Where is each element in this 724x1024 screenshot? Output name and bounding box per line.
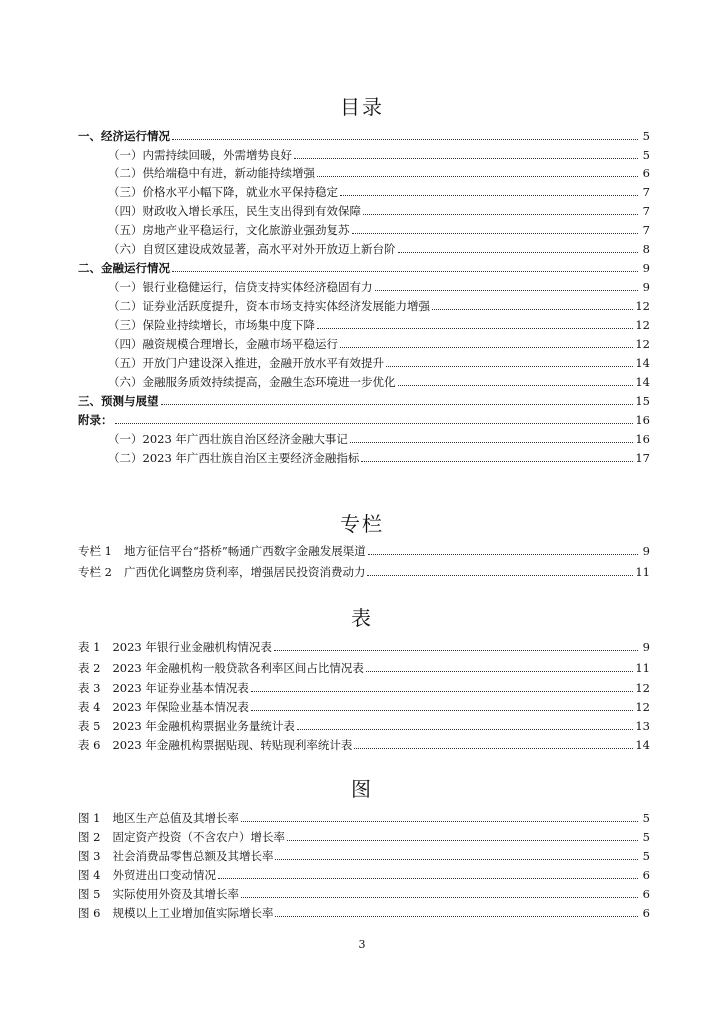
toc-entry-text: （二）证券业活跃度提升，资本市场支持实体经济发展能力增强 (108, 299, 430, 313)
dot-leader (317, 327, 633, 329)
toc-entry-page: 7 (642, 223, 650, 237)
column-entry[interactable] (78, 563, 650, 581)
dot-leader (241, 896, 638, 898)
dot-leader (275, 858, 638, 860)
table-entry-text: 2023 年金融机构票据业务量统计表 (112, 719, 295, 733)
figure-entry-text: 固定资产投资（不含农户）增长率 (112, 830, 285, 844)
dot-leader (274, 649, 638, 651)
toc-entry-page: 9 (642, 261, 650, 275)
toc-entry-text: （三）保险业持续增长，市场集中度下降 (108, 318, 315, 332)
dot-leader (172, 138, 638, 140)
toc-entry[interactable] (78, 392, 650, 410)
toc-entry[interactable] (108, 335, 650, 353)
dot-leader (317, 175, 638, 177)
figure-entry[interactable] (78, 809, 650, 827)
figure-entry-text: 实际使用外资及其增长率 (112, 887, 239, 901)
toc-entry-page: 5 (642, 148, 650, 162)
toc-entry-page: 12 (635, 299, 650, 313)
toc-entry-text: （二）2023 年广西壮族自治区主要经济金融指标 (108, 451, 360, 465)
table-entry[interactable] (78, 659, 650, 677)
toc-entry[interactable] (78, 127, 650, 145)
toc-entry[interactable] (108, 373, 650, 391)
toc-entry-text: （五）房地产业平稳运行，文化旅游业强劲复苏 (108, 223, 350, 237)
table-entry[interactable] (78, 638, 650, 656)
toc-entry[interactable] (108, 164, 650, 182)
dot-leader (350, 441, 633, 443)
dot-leader (398, 384, 634, 386)
table-entry-page: 14 (635, 738, 650, 752)
figure-entry-page: 5 (642, 849, 650, 863)
dot-leader (386, 365, 633, 367)
figure-entry-label: 图 1 (78, 811, 101, 825)
toc-entry[interactable] (78, 259, 650, 277)
toc-entry-text: 一、经济运行情况 (78, 129, 170, 143)
column-entry[interactable] (78, 542, 650, 560)
figure-entry-label: 图 3 (78, 849, 101, 863)
toc-entry-text: （六）金融服务质效持续提高，金融生态环境进一步优化 (108, 375, 396, 389)
figure-entry-page: 6 (642, 906, 650, 920)
table-entry-text: 2023 年金融机构一般贷款各利率区间占比情况表 (112, 661, 364, 675)
toc-entry-page: 16 (635, 413, 650, 427)
dot-leader (368, 553, 638, 555)
toc-entry[interactable] (108, 183, 650, 201)
dot-leader (161, 403, 634, 405)
toc-entry[interactable] (78, 411, 650, 429)
table-entry-page: 13 (635, 719, 650, 733)
figure-entry-page: 5 (642, 811, 650, 825)
dot-leader (297, 728, 633, 730)
toc-entry-text: （六）自贸区建设成效显著，高水平对外开放迈上新台阶 (108, 242, 396, 256)
toc-entry-text: （一）2023 年广西壮族自治区经济金融大事记 (108, 432, 348, 446)
column-entry-page: 9 (642, 544, 650, 558)
toc-entry-page: 14 (635, 356, 650, 370)
column-entry-label: 专栏 2 (78, 565, 112, 579)
table-entry-page: 9 (642, 640, 650, 654)
figure-entry[interactable] (78, 904, 650, 922)
column-entry-page: 11 (635, 565, 650, 579)
dot-leader (287, 839, 638, 841)
toc-entry-text: （五）开放门户建设深入推进，金融开放水平有效提升 (108, 356, 384, 370)
figure-entry[interactable] (78, 866, 650, 884)
toc-entry-text: （四）融资规模合理增长，金融市场平稳运行 (108, 337, 338, 351)
toc-entry[interactable] (108, 146, 650, 164)
dot-leader (340, 346, 633, 348)
toc-entry-text: 三、预测与展望 (78, 394, 159, 408)
table-entry[interactable] (78, 717, 650, 735)
dot-leader (218, 877, 638, 879)
figure-entry[interactable] (78, 828, 650, 846)
figure-entry-label: 图 6 (78, 906, 101, 920)
dot-leader (354, 747, 633, 749)
toc-entry-text: （四）财政收入增长承压，民生支出得到有效保障 (108, 204, 361, 218)
table-entry[interactable] (78, 679, 650, 697)
figure-entry-text: 规模以上工业增加值实际增长率 (112, 906, 274, 920)
toc-entry-page: 15 (635, 394, 650, 408)
table-entry-label: 表 4 (78, 700, 101, 714)
dot-leader (367, 574, 633, 576)
toc-entry-page: 17 (635, 451, 650, 465)
table-entry-page: 12 (635, 681, 650, 695)
dot-leader (361, 460, 633, 462)
figure-entry-text: 外贸进出口变动情况 (112, 868, 216, 882)
dot-leader (398, 251, 639, 253)
toc-entry-page: 5 (642, 129, 650, 143)
figure-entry-label: 图 4 (78, 868, 101, 882)
table-entry[interactable] (78, 698, 650, 716)
toc-entry-page: 7 (642, 204, 650, 218)
figure-entry-page: 6 (642, 868, 650, 882)
toc-entry-text: （三）价格水平小幅下降，就业水平保持稳定 (108, 185, 338, 199)
figure-entry[interactable] (78, 885, 650, 903)
dot-leader (432, 308, 633, 310)
toc-entry[interactable] (108, 297, 650, 315)
toc-entry-text: （一）内需持续回暖，外需增势良好 (108, 148, 292, 162)
table-entry[interactable] (78, 736, 650, 754)
table-entry-label: 表 2 (78, 661, 101, 675)
tables-heading: 表 (351, 606, 373, 630)
figure-entry-page: 6 (642, 887, 650, 901)
toc-entry-page: 6 (642, 166, 650, 180)
toc-entry[interactable] (108, 240, 650, 258)
table-entry-page: 12 (635, 700, 650, 714)
dot-leader (251, 690, 633, 692)
figure-entry-text: 社会消费品零售总额及其增长率 (112, 849, 274, 863)
toc-entry[interactable] (108, 221, 650, 239)
toc-entry[interactable] (108, 316, 650, 334)
toc-heading: 目录 (340, 95, 384, 119)
table-entry-text: 2023 年保险业基本情况表 (112, 700, 249, 714)
table-entry-text: 2023 年金融机构票据贴现、转贴现利率统计表 (112, 738, 353, 752)
toc-entry-page: 9 (642, 280, 650, 294)
column-entry-text: 广西优化调整房贷利率，增强居民投资消费动力 (123, 565, 366, 579)
toc-entry[interactable] (108, 354, 650, 372)
table-entry-text: 2023 年证券业基本情况表 (112, 681, 249, 695)
toc-entry-page: 7 (642, 185, 650, 199)
figure-entry-label: 图 2 (78, 830, 101, 844)
dot-leader (294, 157, 638, 159)
table-entry-text: 2023 年银行业金融机构情况表 (112, 640, 272, 654)
toc-entry-text: 二、金融运行情况 (78, 261, 170, 275)
figure-entry-text: 地区生产总值及其增长率 (112, 811, 239, 825)
table-entry-label: 表 5 (78, 719, 101, 733)
dot-leader (251, 709, 633, 711)
figures-heading: 图 (351, 777, 373, 801)
figure-entry[interactable] (78, 847, 650, 865)
dot-leader (115, 422, 634, 424)
toc-entry-page: 12 (635, 337, 650, 351)
dot-leader (340, 194, 638, 196)
column-entry-label: 专栏 1 (78, 544, 112, 558)
toc-entry[interactable] (108, 202, 650, 220)
column-entry-text: 地方征信平台“搭桥”畅通广西数字金融发展渠道 (123, 544, 366, 558)
toc-entry-page: 16 (635, 432, 650, 446)
figure-entry-label: 图 5 (78, 887, 101, 901)
toc-entry-text: 附录： (78, 413, 113, 427)
table-entry-page: 11 (635, 661, 650, 675)
table-entry-label: 表 1 (78, 640, 101, 654)
table-entry-label: 表 3 (78, 681, 101, 695)
toc-entry-page: 14 (635, 375, 650, 389)
dot-leader (375, 289, 639, 291)
figure-entry-page: 5 (642, 830, 650, 844)
dot-leader (241, 820, 638, 822)
page-number: 3 (358, 938, 366, 951)
dot-leader (275, 915, 638, 917)
dot-leader (352, 232, 639, 234)
dot-leader (366, 670, 633, 672)
dot-leader (172, 270, 638, 272)
toc-entry-text: （二）供给端稳中有进，新动能持续增强 (108, 166, 315, 180)
toc-entry-text: （一）银行业稳健运行，信贷支持实体经济稳固有力 (108, 280, 373, 294)
dot-leader (363, 213, 638, 215)
toc-entry[interactable] (108, 278, 650, 296)
table-entry-label: 表 6 (78, 738, 101, 752)
toc-entry[interactable] (108, 430, 650, 448)
toc-entry-page: 12 (635, 318, 650, 332)
toc-entry[interactable] (108, 449, 650, 467)
columns-heading: 专栏 (340, 512, 384, 536)
toc-entry-page: 8 (642, 242, 650, 256)
